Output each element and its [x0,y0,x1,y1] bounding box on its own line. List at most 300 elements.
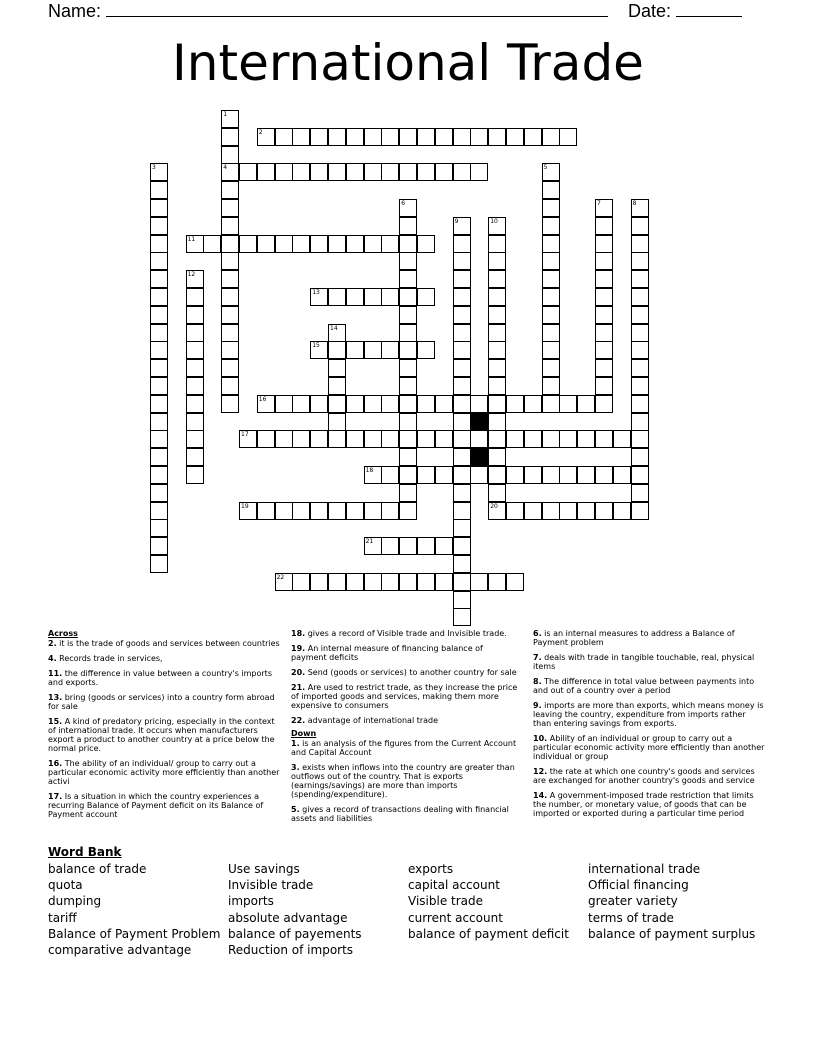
grid-cell[interactable] [542,430,560,448]
grid-cell[interactable] [542,324,560,342]
grid-cell[interactable] [328,377,346,395]
grid-cell[interactable] [292,128,310,146]
grid-cell[interactable] [595,324,613,342]
grid-cell[interactable] [453,591,471,609]
grid-cell[interactable] [595,377,613,395]
grid-cell[interactable] [559,430,577,448]
grid-cell[interactable] [488,324,506,342]
grid-cell[interactable] [381,288,399,306]
grid-cell[interactable] [328,395,346,413]
grid-cell[interactable] [399,217,417,235]
grid-cell[interactable] [435,573,453,591]
grid-cell[interactable] [399,537,417,555]
grid-cell[interactable] [488,306,506,324]
grid-cell[interactable] [239,502,257,520]
grid-cell[interactable] [506,573,524,591]
grid-cell[interactable] [150,181,168,199]
grid-cell[interactable] [346,235,364,253]
grid-cell[interactable] [221,235,239,253]
grid-cell[interactable] [399,377,417,395]
grid-cell[interactable] [631,448,649,466]
grid-cell[interactable] [453,128,471,146]
grid-cell[interactable] [221,128,239,146]
grid-cell[interactable] [399,448,417,466]
grid-cell[interactable] [399,573,417,591]
grid-cell[interactable] [453,448,471,466]
grid-cell[interactable] [631,217,649,235]
grid-cell[interactable] [453,252,471,270]
grid-cell[interactable] [453,217,471,235]
grid-cell[interactable] [186,413,204,431]
grid-cell[interactable] [292,502,310,520]
grid-cell[interactable] [399,235,417,253]
grid-cell[interactable] [221,110,239,128]
grid-cell[interactable] [399,306,417,324]
grid-cell[interactable] [559,466,577,484]
grid-cell[interactable] [595,217,613,235]
grid-cell[interactable] [186,377,204,395]
grid-cell[interactable] [542,163,560,181]
grid-cell[interactable] [292,235,310,253]
grid-cell[interactable] [310,163,328,181]
grid-cell[interactable] [257,395,275,413]
grid-cell[interactable] [417,341,435,359]
grid-cell[interactable] [275,502,293,520]
grid-cell[interactable] [310,502,328,520]
grid-cell[interactable] [186,270,204,288]
grid-cell[interactable] [150,377,168,395]
grid-cell[interactable] [346,430,364,448]
grid-cell[interactable] [524,395,542,413]
grid-cell[interactable] [435,430,453,448]
grid-cell[interactable] [150,466,168,484]
grid-cell[interactable] [221,359,239,377]
grid-cell[interactable] [399,502,417,520]
grid-cell[interactable] [506,466,524,484]
grid-cell[interactable] [150,484,168,502]
grid-cell[interactable] [150,252,168,270]
grid-cell[interactable] [488,217,506,235]
grid-cell[interactable] [239,235,257,253]
grid-cell[interactable] [524,466,542,484]
grid-cell[interactable] [346,395,364,413]
grid-cell[interactable] [364,466,382,484]
grid-cell[interactable] [542,217,560,235]
grid-cell[interactable] [453,235,471,253]
grid-cell[interactable] [239,430,257,448]
grid-cell[interactable] [542,395,560,413]
grid-cell[interactable] [328,341,346,359]
grid-cell[interactable] [328,288,346,306]
grid-cell[interactable] [399,324,417,342]
grid-cell[interactable] [417,395,435,413]
grid-cell[interactable] [631,484,649,502]
grid-cell[interactable] [310,430,328,448]
grid-cell[interactable] [346,163,364,181]
grid-cell[interactable] [559,128,577,146]
grid-cell[interactable] [310,395,328,413]
grid-cell[interactable] [631,270,649,288]
grid-cell[interactable] [453,288,471,306]
grid-cell[interactable] [488,466,506,484]
grid-cell[interactable] [488,413,506,431]
grid-cell[interactable] [453,484,471,502]
grid-cell[interactable] [453,537,471,555]
grid-cell[interactable] [364,395,382,413]
grid-cell[interactable] [417,128,435,146]
grid-cell[interactable] [595,270,613,288]
grid-cell[interactable] [364,163,382,181]
grid-cell[interactable] [595,199,613,217]
grid-cell[interactable] [346,128,364,146]
grid-cell[interactable] [542,502,560,520]
grid-cell[interactable] [381,430,399,448]
grid-cell[interactable] [595,502,613,520]
grid-cell[interactable] [631,359,649,377]
grid-cell[interactable] [221,395,239,413]
grid-cell[interactable] [542,359,560,377]
grid-cell[interactable] [186,395,204,413]
grid-cell[interactable] [328,163,346,181]
grid-cell[interactable] [577,502,595,520]
grid-cell[interactable] [542,288,560,306]
grid-cell[interactable] [488,235,506,253]
grid-cell[interactable] [346,573,364,591]
grid-cell[interactable] [399,359,417,377]
grid-cell[interactable] [631,324,649,342]
grid-cell[interactable] [577,466,595,484]
grid-cell[interactable] [186,430,204,448]
grid-cell[interactable] [542,270,560,288]
grid-cell[interactable] [488,341,506,359]
grid-cell[interactable] [524,128,542,146]
grid-cell[interactable] [453,359,471,377]
grid-cell[interactable] [328,430,346,448]
grid-cell[interactable] [381,163,399,181]
grid-cell[interactable] [150,413,168,431]
grid-cell[interactable] [221,306,239,324]
grid-cell[interactable] [542,181,560,199]
grid-cell[interactable] [595,466,613,484]
grid-cell[interactable] [399,466,417,484]
grid-cell[interactable] [506,502,524,520]
grid-cell[interactable] [506,430,524,448]
grid-cell[interactable] [399,413,417,431]
grid-cell[interactable] [364,288,382,306]
grid-cell[interactable] [417,430,435,448]
grid-cell[interactable] [186,288,204,306]
grid-cell[interactable] [186,235,204,253]
grid-cell[interactable] [470,128,488,146]
grid-cell[interactable] [275,128,293,146]
grid-cell[interactable] [310,128,328,146]
grid-cell[interactable] [381,502,399,520]
grid-cell[interactable] [328,128,346,146]
grid-cell[interactable] [346,341,364,359]
grid-cell[interactable] [221,288,239,306]
grid-cell[interactable] [453,163,471,181]
grid-cell[interactable] [310,341,328,359]
grid-cell[interactable] [631,413,649,431]
grid-cell[interactable] [150,537,168,555]
grid-cell[interactable] [150,519,168,537]
grid-cell[interactable] [453,270,471,288]
grid-cell[interactable] [150,235,168,253]
grid-cell[interactable] [257,430,275,448]
grid-cell[interactable] [417,163,435,181]
grid-cell[interactable] [275,163,293,181]
grid-cell[interactable] [613,466,631,484]
grid-cell[interactable] [364,502,382,520]
grid-cell[interactable] [453,377,471,395]
grid-cell[interactable] [595,395,613,413]
grid-cell[interactable] [631,252,649,270]
grid-cell[interactable] [186,341,204,359]
grid-cell[interactable] [364,537,382,555]
grid-cell[interactable] [453,413,471,431]
grid-cell[interactable] [150,306,168,324]
grid-cell[interactable] [399,430,417,448]
grid-cell[interactable] [150,199,168,217]
grid-cell[interactable] [346,288,364,306]
grid-cell[interactable] [595,341,613,359]
grid-cell[interactable] [595,235,613,253]
grid-cell[interactable] [435,163,453,181]
grid-cell[interactable] [364,128,382,146]
grid-cell[interactable] [221,324,239,342]
grid-cell[interactable] [453,519,471,537]
grid-cell[interactable] [310,288,328,306]
grid-cell[interactable] [542,306,560,324]
grid-cell[interactable] [150,395,168,413]
word-bank-item: balance of payment deficit [408,926,569,941]
grid-cell[interactable] [488,359,506,377]
grid-cell[interactable] [150,430,168,448]
grid-cell[interactable] [435,466,453,484]
grid-cell[interactable] [328,573,346,591]
grid-cell[interactable] [631,502,649,520]
grid-cell[interactable] [506,395,524,413]
clue-text: it is the trade of goods and services between countries [56,639,280,648]
grid-cell[interactable] [381,573,399,591]
grid-cell[interactable] [399,199,417,217]
grid-cell[interactable] [186,466,204,484]
grid-cell[interactable] [275,395,293,413]
grid-cell[interactable] [542,341,560,359]
grid-cell[interactable] [328,235,346,253]
grid-cell[interactable] [470,395,488,413]
grid-cell[interactable] [488,573,506,591]
grid-cell[interactable] [613,430,631,448]
grid-cell[interactable] [150,217,168,235]
grid-cell[interactable] [381,395,399,413]
grid-cell[interactable] [257,128,275,146]
grid-cell[interactable] [435,395,453,413]
grid-cell[interactable] [453,555,471,573]
grid-cell[interactable] [595,306,613,324]
grid-cell[interactable] [186,448,204,466]
grid-cell[interactable] [150,502,168,520]
grid-cell[interactable] [417,537,435,555]
cell-number: 18 [365,467,374,474]
grid-cell[interactable] [524,502,542,520]
grid-cell[interactable] [150,270,168,288]
word-bank-item: tariff [48,910,77,925]
grid-cell[interactable] [631,341,649,359]
grid-cell[interactable] [417,288,435,306]
grid-cell[interactable] [399,252,417,270]
grid-cell[interactable] [453,502,471,520]
grid-cell[interactable] [417,235,435,253]
grid-cell[interactable] [221,270,239,288]
grid-cell[interactable] [399,288,417,306]
grid-cell[interactable] [524,430,542,448]
grid-cell[interactable] [328,502,346,520]
grid-cell[interactable] [488,377,506,395]
grid-cell[interactable] [399,128,417,146]
grid-cell[interactable] [470,466,488,484]
grid-cell[interactable] [631,395,649,413]
grid-cell[interactable] [488,484,506,502]
grid-cell[interactable] [470,163,488,181]
grid-cell[interactable] [470,430,488,448]
grid-cell[interactable] [328,359,346,377]
grid-cell[interactable] [150,555,168,573]
grid-cell[interactable] [470,573,488,591]
grid-cell[interactable] [257,502,275,520]
grid-cell[interactable] [542,377,560,395]
grid-cell[interactable] [221,199,239,217]
grid-cell[interactable] [488,270,506,288]
grid-cell[interactable] [542,128,560,146]
grid-cell[interactable] [364,341,382,359]
grid-cell[interactable] [346,502,364,520]
grid-cell[interactable] [542,235,560,253]
grid-cell[interactable] [150,448,168,466]
grid-cell[interactable] [381,128,399,146]
grid-cell[interactable] [364,573,382,591]
grid-cell[interactable] [150,163,168,181]
grid-cell[interactable] [186,324,204,342]
grid-cell[interactable] [631,430,649,448]
grid-cell[interactable] [221,341,239,359]
grid-cell[interactable] [488,448,506,466]
date-label: Date: [628,1,672,21]
grid-cell[interactable] [595,288,613,306]
grid-cell[interactable] [453,430,471,448]
grid-cell[interactable] [275,573,293,591]
grid-cell[interactable] [275,430,293,448]
grid-cell[interactable] [595,359,613,377]
grid-cell[interactable] [328,413,346,431]
grid-cell[interactable] [257,163,275,181]
grid-cell[interactable] [150,359,168,377]
grid-cell[interactable] [453,395,471,413]
grid-cell[interactable] [292,395,310,413]
grid-cell[interactable] [381,466,399,484]
grid-cell[interactable] [150,288,168,306]
clue-3 [291,763,521,799]
grid-cell[interactable] [399,270,417,288]
grid-cell[interactable] [417,573,435,591]
grid-cell[interactable] [310,573,328,591]
grid-cell[interactable] [381,341,399,359]
grid-cell[interactable] [453,608,471,626]
grid-cell[interactable] [221,377,239,395]
grid-cell[interactable] [381,235,399,253]
grid-cell[interactable] [595,430,613,448]
grid-cell[interactable] [399,484,417,502]
grid-cell[interactable] [453,306,471,324]
grid-cell[interactable] [221,217,239,235]
grid-cell[interactable] [150,341,168,359]
grid-cell[interactable] [364,235,382,253]
grid-cell[interactable] [488,128,506,146]
grid-cell[interactable] [453,341,471,359]
grid-cell[interactable] [542,466,560,484]
grid-cell[interactable] [542,199,560,217]
grid-cell[interactable] [221,163,239,181]
grid-cell[interactable] [559,502,577,520]
grid-cell[interactable] [221,181,239,199]
grid-cell[interactable] [453,466,471,484]
grid-cell[interactable] [488,395,506,413]
grid-cell[interactable] [506,128,524,146]
grid-cell[interactable] [488,288,506,306]
grid-cell[interactable] [542,252,560,270]
grid-cell[interactable] [275,235,293,253]
grid-cell[interactable] [221,146,239,164]
grid-cell[interactable] [631,466,649,484]
grid-cell[interactable] [399,395,417,413]
grid-cell[interactable] [310,235,328,253]
grid-cell[interactable] [559,395,577,413]
grid-cell[interactable] [595,252,613,270]
grid-cell[interactable] [399,341,417,359]
grid-cell[interactable] [613,502,631,520]
grid-cell[interactable] [381,537,399,555]
grid-cell[interactable] [631,288,649,306]
grid-cell[interactable] [292,430,310,448]
grid-cell[interactable] [577,395,595,413]
grid-cell[interactable] [328,324,346,342]
grid-cell[interactable] [364,430,382,448]
grid-cell[interactable] [150,324,168,342]
grid-cell[interactable] [631,199,649,217]
grid-cell[interactable] [435,537,453,555]
grid-cell[interactable] [488,430,506,448]
grid-cell[interactable] [399,163,417,181]
grid-cell[interactable] [631,235,649,253]
grid-cell[interactable] [577,430,595,448]
grid-cell[interactable] [453,324,471,342]
grid-cell[interactable] [488,502,506,520]
grid-cell[interactable] [292,163,310,181]
grid-cell[interactable] [292,573,310,591]
grid-cell[interactable] [417,466,435,484]
grid-cell[interactable] [239,163,257,181]
grid-cell[interactable] [221,252,239,270]
grid-cell[interactable] [186,306,204,324]
grid-cell[interactable] [257,235,275,253]
grid-cell[interactable] [435,128,453,146]
grid-cell[interactable] [453,573,471,591]
grid-cell[interactable] [186,359,204,377]
grid-cell[interactable] [203,235,221,253]
grid-cell[interactable] [488,252,506,270]
grid-cell[interactable] [631,377,649,395]
grid-cell[interactable] [631,306,649,324]
